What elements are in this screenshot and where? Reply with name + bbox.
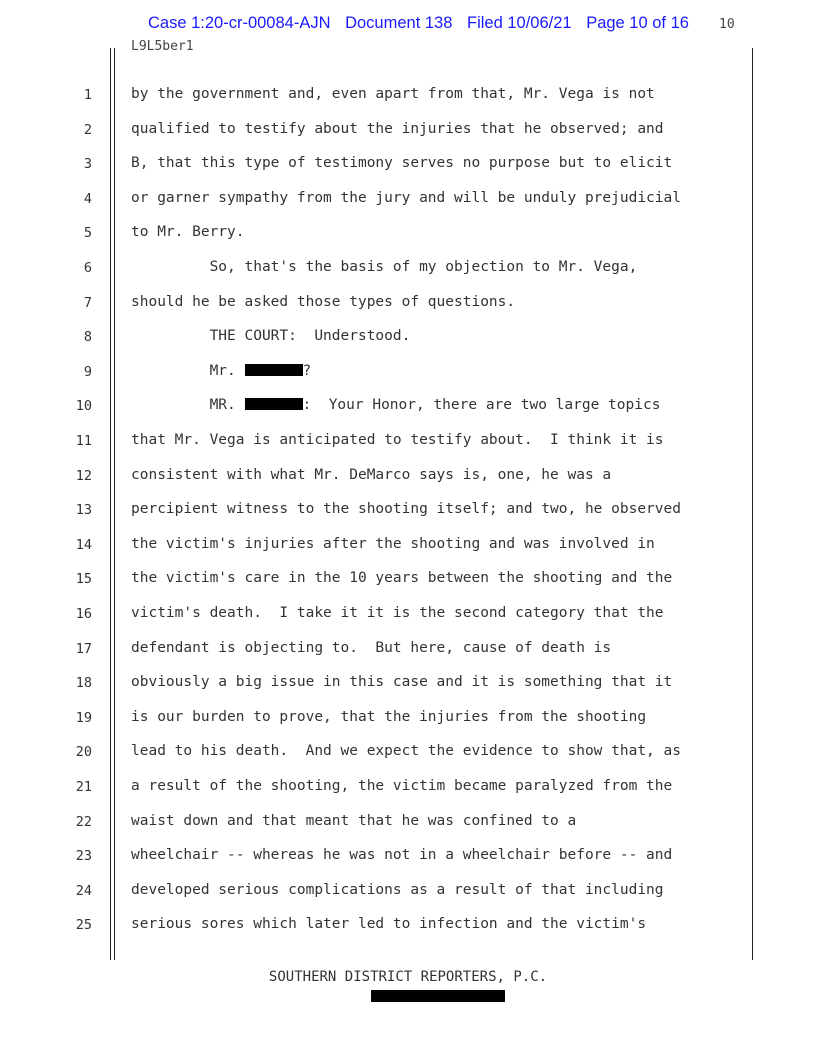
line-number: 6 [83,260,92,276]
line-number: 20 [75,744,92,761]
transcript-line [131,363,311,379]
line-text-after-redaction: ? [302,362,312,379]
line-text-before-redaction: Mr. [131,362,245,379]
transcript-line: lead to his death. And we expect the evidence to show that, as [131,743,681,760]
transcript-line: consistent with what Mr. DeMarco says is, one, he was a [131,466,612,483]
transcript-line: defendant is objecting to. But here, cause of death is [131,639,612,656]
line-number: 16 [75,606,92,622]
footer-reporter: SOUTHERN DISTRICT REPORTERS, P.C. [268,969,548,985]
transcript-line: should he be asked those types of questions. [131,293,516,310]
right-margin-rule [752,48,753,960]
transcript-page-number: 10 [719,17,735,32]
transcript-line: by the government and, even apart from that, Mr. Vega is not [131,86,655,102]
line-number: 10 [75,398,92,415]
line-number: 13 [75,502,92,519]
line-number: 5 [83,225,92,242]
transcript-line: the victim's care in the 10 years between the shooting and the [131,570,673,587]
redaction-bar [245,364,303,376]
document-number: Document 138 [345,14,453,32]
transcript-line: wheelchair -- whereas he was not in a wheelchair before -- and [131,847,673,864]
transcript-line: qualified to testify about the injuries that he observed; and [131,120,664,137]
line-number: 21 [75,779,92,795]
transcript-line: a result of the shooting, the victim became paralyzed from the [131,778,673,794]
case-number: Case 1:20-cr-00084-AJN [148,14,331,32]
footer-redaction-bar [371,990,505,1002]
line-text-after-redaction: : Your Honor, there are two large topics [302,397,661,414]
line-number: 12 [75,467,92,484]
line-number: 7 [83,294,92,311]
line-number: 4 [83,190,92,207]
line-number: 1 [83,87,92,103]
transcript-line: obviously a big issue in this case and it is something that it [131,674,673,691]
line-number: 15 [75,571,92,588]
transcript-line: serious sores which later led to infection and the victim's [131,916,647,933]
transcript-line: THE COURT: Understood. [131,328,411,345]
transcript-line: So, that's the basis of my objection to Mr. Vega, [131,259,638,275]
case-header [148,14,699,33]
line-number: 25 [75,917,92,934]
transcript-line: to Mr. Berry. [131,224,245,241]
line-number: 23 [75,848,92,865]
line-number: 19 [75,709,92,726]
line-number: 14 [75,536,92,553]
line-number: 2 [83,121,92,138]
line-number: 18 [75,675,92,692]
transcript-line: the victim's injuries after the shooting and was involved in [131,535,655,552]
filed-date: Filed 10/06/21 [467,14,572,32]
line-number: 9 [83,363,92,380]
transcript-line: percipient witness to the shooting itself; and two, he observed [131,501,681,518]
line-number: 8 [83,329,92,346]
page-indicator: Page 10 of 16 [586,14,689,32]
transcript-line: is our burden to prove, that the injuries from the shooting [131,708,647,725]
left-margin-rule-outer [110,48,111,960]
transcript-line [131,397,660,413]
transcript-line: victim's death. I take it it is the second category that the [131,605,664,621]
transcript-line: waist down and that meant that he was confined to a [131,812,577,829]
left-margin-rule-inner [114,48,115,960]
transcript-line: that Mr. Vega is anticipated to testify about. I think it is [131,432,664,448]
line-number: 24 [75,882,92,899]
line-number: 11 [75,433,92,449]
transcript-line: B, that this type of testimony serves no purpose but to elicit [131,155,673,172]
transcript-code: L9L5ber1 [131,39,194,54]
line-number: 3 [83,156,92,173]
line-number: 17 [75,640,92,657]
line-text-before-redaction: MR. [131,397,245,414]
line-number: 22 [75,813,92,830]
redaction-bar [245,398,303,410]
transcript-line: developed serious complications as a result of that including [131,881,664,898]
transcript-line: or garner sympathy from the jury and will be unduly prejudicial [131,189,681,206]
